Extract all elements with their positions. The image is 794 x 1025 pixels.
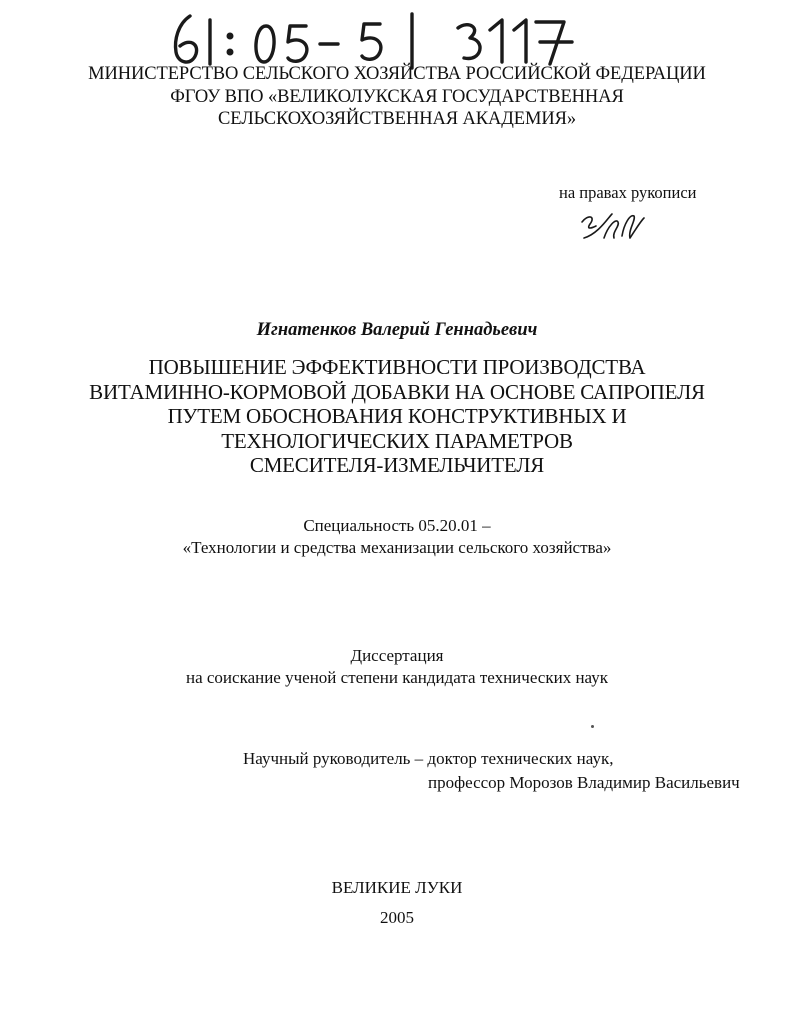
city: ВЕЛИКИЕ ЛУКИ — [331, 878, 463, 897]
ministry-line: СЕЛЬСКОХОЗЯЙСТВЕННАЯ АКАДЕМИЯ» — [218, 109, 576, 129]
specialty-code: Специальность 05.20.01 – — [303, 516, 491, 535]
dissertation-block — [0, 645, 794, 689]
title-line: ПОВЫШЕНИЕ ЭФФЕКТИВНОСТИ ПРОИЗВОДСТВА — [148, 355, 646, 379]
dissertation-type: Диссертация — [350, 646, 444, 665]
scan-speck — [591, 725, 594, 728]
specialty-name: «Технологии и средства механизации сельского хозяйства» — [182, 538, 612, 557]
title-line: ВИТАМИННО-КОРМОВОЙ ДОБАВКИ НА ОСНОВЕ САПРОПЕЛЯ — [89, 379, 705, 404]
year: 2005 — [380, 908, 414, 927]
dissertation-degree: на соискание ученой степени кандидата технических наук — [185, 668, 608, 687]
advisor-title: Научный руководитель – доктор технических наук, — [243, 749, 614, 768]
dissertation-title — [0, 355, 794, 478]
ministry-line: МИНИСТЕРСТВО СЕЛЬСКОГО ХОЗЯЙСТВА РОССИЙСКОЙ ФЕДЕРАЦИИ — [88, 64, 706, 84]
title-line: ТЕХНОЛОГИЧЕСКИХ ПАРАМЕТРОВ — [221, 428, 573, 453]
author-name: Игнатенков Валерий Геннадьевич — [256, 320, 538, 340]
signature — [578, 208, 648, 244]
title-line: ПУТЕМ ОБОСНОВАНИЯ КОНСТРУКТИВНЫХ И — [167, 404, 627, 428]
ministry-header — [0, 63, 794, 131]
ministry-line: ФГОУ ВПО «ВЕЛИКОЛУКСКАЯ ГОСУДАРСТВЕННАЯ — [170, 86, 624, 107]
title-line: СМЕСИТЕЛЯ-ИЗМЕЛЬЧИТЕЛЯ — [249, 453, 545, 477]
archive-number-handwritten — [168, 6, 588, 70]
specialty-block — [0, 515, 794, 559]
rights-note: на правах рукописи — [559, 183, 697, 202]
advisor-name: профессор Морозов Владимир Васильевич — [428, 773, 740, 792]
